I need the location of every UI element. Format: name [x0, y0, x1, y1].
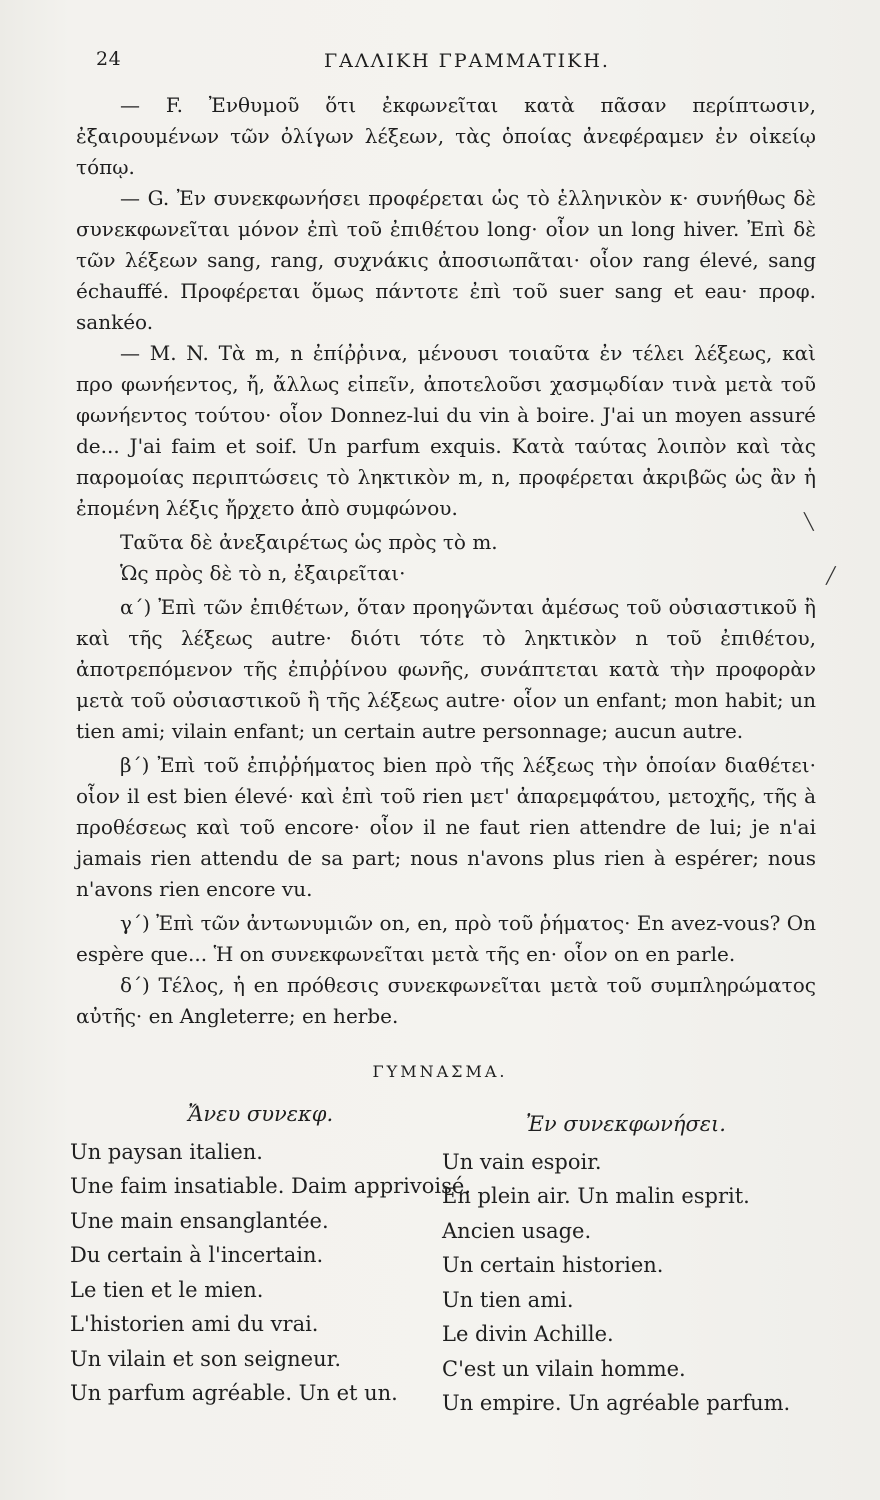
paragraph-f: — F. Ἐνθυμοῦ ὅτι ἐκφωνεῖται κατὰ πᾶσαν περίπτωσιν, ἐξαιρουμένων τῶν ὀλίγων λέξεων, τὰς ὁποίας ἀνεφέραμεν ἐν οἰκείῳ τόπῳ.	[76, 93, 816, 179]
exercise-title: ΓΥΜΝΑΣΜΑ.	[372, 1062, 508, 1081]
exercise-item: Un vilain et son seigneur.	[70, 1346, 342, 1371]
exercise-item: Une main ensanglantée.	[70, 1208, 329, 1233]
exercise-item: Un empire. Un agréable parfum.	[442, 1391, 791, 1415]
exercise-item: Une faim insatiable. Daim apprivoisé.	[70, 1174, 471, 1198]
paragraph-beta: β΄) Ἐπὶ τοῦ ἐπιῤῥήματος bien πρὸ τῆς λέξεως τὴν ὁποίαν διαθέτει· οἷον il est bien élevé· καὶ ἐπὶ τοῦ rien μετ' ἀπαρεμφάτου, μετοχῆς, τῆς à προθέσεως καὶ τοῦ encore· οἷον il ne faut rien attendre de lui; je n'ai jamais rien attendu de sa part; nous n'avons plus rien à espérer; nous n'avons rien encore vu.	[76, 753, 816, 901]
page-number: 24	[96, 48, 122, 70]
exercise-item: Un parfum agréable. Un et un.	[70, 1381, 398, 1405]
exercise-item: Un tien ami.	[442, 1287, 574, 1312]
left-column-heading: Ἄνευ συνεκφ.	[188, 1102, 334, 1126]
body-text	[76, 90, 816, 1032]
page-header	[96, 40, 824, 80]
exercise-item: En plein air. Un malin esprit.	[442, 1184, 750, 1208]
paragraph-gamma: γ΄) Ἐπὶ τῶν ἀντωνυμιῶν on, en, πρὸ τοῦ ῥήματος· En avez-vous? On espère que... Ἡ on συνεκφωνεῖται μετὰ τῆς en· οἷον on en parle.	[76, 911, 816, 966]
exercise-item: Le tien et le mien.	[70, 1277, 264, 1302]
exercise-right-column	[442, 1107, 822, 1421]
exercise-item: Un vain espoir.	[442, 1149, 602, 1174]
exercise-item: Un certain historien.	[442, 1253, 664, 1277]
exercise-item: Ancien usage.	[442, 1218, 592, 1243]
running-title: ΓΑΛΛΙΚΗ ΓΡΑΜΜΑΤΙΚΗ.	[324, 50, 610, 72]
paragraph-delta: δ΄) Τέλος, ἡ en πρόθεσις συνεκφωνεῖται μετὰ τοῦ συμπληρώματος αὐτῆς· en Angleterre; en herbe.	[76, 973, 816, 1028]
exercise-item: L'historien ami du vrai.	[70, 1312, 319, 1336]
exercise-item: Un paysan italien.	[70, 1139, 263, 1164]
paragraph-note-m: Ταῦτα δὲ ἀνεξαιρέτως ὡς πρὸς τὸ m.	[120, 530, 498, 554]
exercise-item: Le divin Achille.	[442, 1322, 614, 1346]
paragraph-g: — G. Ἐν συνεκφωνήσει προφέρεται ὡς τὸ ἑλληνικὸν κ· συνήθως δὲ συνεκφωνεῖται μόνον ἐπὶ τοῦ ἐπιθέτου long· οἷον un long hiver. Ἐπὶ δὲ τῶν λέξεων sang, rang, συχνάκις ἀποσιωπᾶται· οἷον rang élevé, sang échauffé. Προφέρεται ὅμως πάντοτε ἐπὶ τοῦ suer sang et eau· προφ. sankéo.	[76, 186, 816, 334]
margin-mark: ╱	[826, 566, 836, 585]
exercise-item: Du certain à l'incertain.	[70, 1243, 324, 1267]
right-column-heading: Ἐν συνεκφωνήσει.	[526, 1112, 726, 1136]
paragraph-mn: — M. N. Τὰ m, n ἐπίῤῥινα, μένουσι τοιαῦτα ἐν τέλει λέξεως, καὶ προ φωνήεντος, ἤ, ἄλλως εἰπεῖν, ἀποτελοῦσι χασμῳδίαν τινὰ μετὰ τοῦ φωνήεντος τούτου· οἷον Donnez-lui du vin à boire. J'ai un moyen assuré de... J'ai faim et soif. Un parfum exquis. Κατὰ ταύτας λοιπὸν καὶ τὰς παρομοίας περιπτώσεις τὸ ληκτικὸν m, n, προφέρεται ἀκριβῶς ὡς ἂν ἡ ἐπομένη λέξις ἤρχετο ἀπὸ συμφώνου.	[76, 341, 816, 520]
exercise-left-column	[70, 1097, 471, 1411]
margin-mark: ╲	[804, 512, 814, 531]
paragraph-alpha: α΄) Ἐπὶ τῶν ἐπιθέτων, ὅταν προηγῶνται ἀμέσως τοῦ οὐσιαστικοῦ ἢ καὶ τῆς λέξεως autre· διότι τότε τὸ ληκτικὸν n τοῦ ἐπιθέτου, ἀποτρεπόμενον τῆς ἐπιῤῥίνου φωνῆς, συνάπτεται κατὰ τὴν προφορὰν μετὰ τοῦ οὐσιαστικοῦ ἢ τῆς λέξεως autre· οἷον un enfant; mon habit; un tien ami; vilain enfant; un certain autre personnage; aucun autre.	[76, 595, 816, 743]
exercise-item: C'est un vilain homme.	[442, 1356, 686, 1381]
paragraph-note-n: Ὡς πρὸς δὲ τὸ n, ἐξαιρεῖται·	[120, 561, 406, 585]
